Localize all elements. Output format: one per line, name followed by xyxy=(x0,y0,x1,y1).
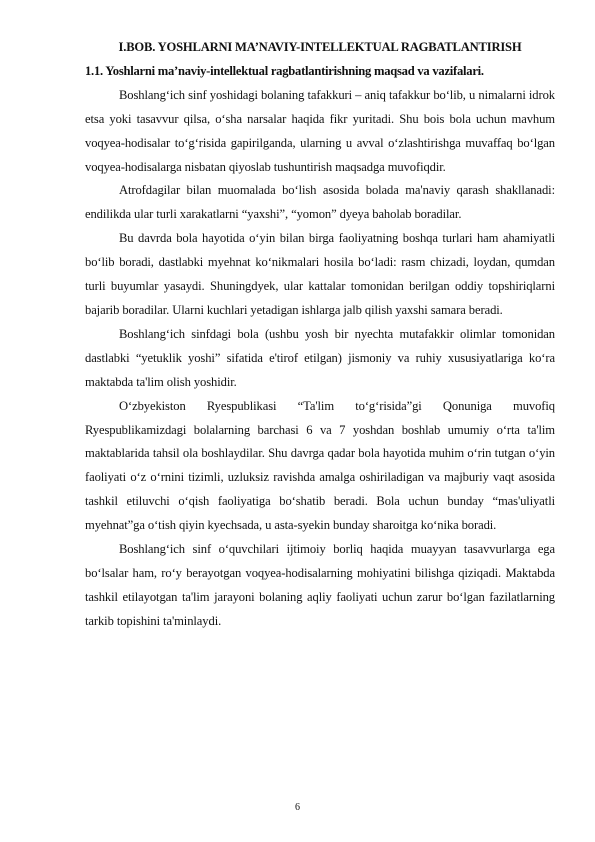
chapter-heading: I.BOB. YOSHLARNI MA’NAVIY-INTELLEKTUAL RAGBATLANTIRISH xyxy=(118,40,522,54)
paragraph-2: Atrofdagilar bilan muomalada bo‘lish asosida bolada ma'naviy qarash shakllanadi: endilikda ular turli xarakatlarni “yaxshi”, “yomon” dyeya baholab boradilar. xyxy=(85,183,555,222)
page-number: 6 xyxy=(295,802,300,813)
paragraph-5: O‘zbyekiston Ryespublikasi “Ta'lim to‘g‘risida”gi Qonuniga muvofiq Ryespublikamizdagi bolalarning barchasi 6 va 7 yoshdan boshlab umumiy o‘rta ta'lim maktablarida tahsil ola boshlaydilar. Shu davrga qadar bola hayotida muhim o‘rin tutgan o‘yin faoliyati o‘z o‘rnini tizimli, uzluksiz ravishda amalga oshiriladigan va majburiy vaqt asosida tashkil etiluvchi o‘qish faoliyatiga bo‘shatib beradi. Bola uchun bunday “mas'uliyatli myehnat”ga o‘tish qiyin kyechsada, u asta-syekin bunday sharoitga ko‘nika boradi. xyxy=(85,398,555,533)
paragraph-1: Boshlang‘ich sinf yoshidagi bolaning tafakkuri – aniq tafakkur bo‘lib, u nimalarni idrok etsa yoki tasavvur qilsa, o‘sha narsalar haqida fikr yuritadi. Shu bois bola uchun mavhum voqyea-hodisalar to‘g‘risida gapirilganda, ularning u avval o‘zlashtirishga muvaffaq bo‘lgan voqyea-hodisalarga nisbatan qiyoslab tushuntirish maqsadga muvofiqdir. xyxy=(85,87,555,174)
section-heading: 1.1. Yoshlarni ma’naviy-intellektual ragbatlantirishning maqsad va vazifalari. xyxy=(85,63,484,78)
paragraph-6: Boshlang‘ich sinf o‘quvchilari ijtimoiy borliq haqida muayyan tasavvurlarga ega bo‘lsalar ham, ro‘y berayotgan voqyea-hodisalarning mohiyatini bilishga qiziqadi. Maktabda tashkil etilayotgan ta'lim jarayoni bolaning aqliy faoliyati uchun zarur bo‘lgan fazilatlarning tarkib topishini ta'minlaydi. xyxy=(85,542,555,628)
page-content xyxy=(85,36,555,634)
paragraph-4: Boshlang‘ich sinfdagi bola (ushbu yosh bir nyechta mutafakkir olimlar tomonidan dastlabki “yetuklik yoshi” sifatida e'tirof etilgan) jismoniy va ruhiy xususiyatlariga ko‘ra maktabda ta'lim olish yoshidir. xyxy=(85,326,555,389)
paragraph-3: Bu davrda bola hayotida o‘yin bilan birga faoliyatning boshqa turlari ham ahamiyatli bo‘lib boradi, dastlabki myehnat ko‘nikmalari hosila bo‘ladi: rasm chizadi, loydan, qumdan turli buyumlar yasaydi. Shuningdyek, ular kattalar tomonidan berilgan oddiy topshiriqlarni bajarib boradilar. Ularni kuchlari yetadigan ishlarga jalb qilish yaxshi samara beradi. xyxy=(85,231,555,317)
